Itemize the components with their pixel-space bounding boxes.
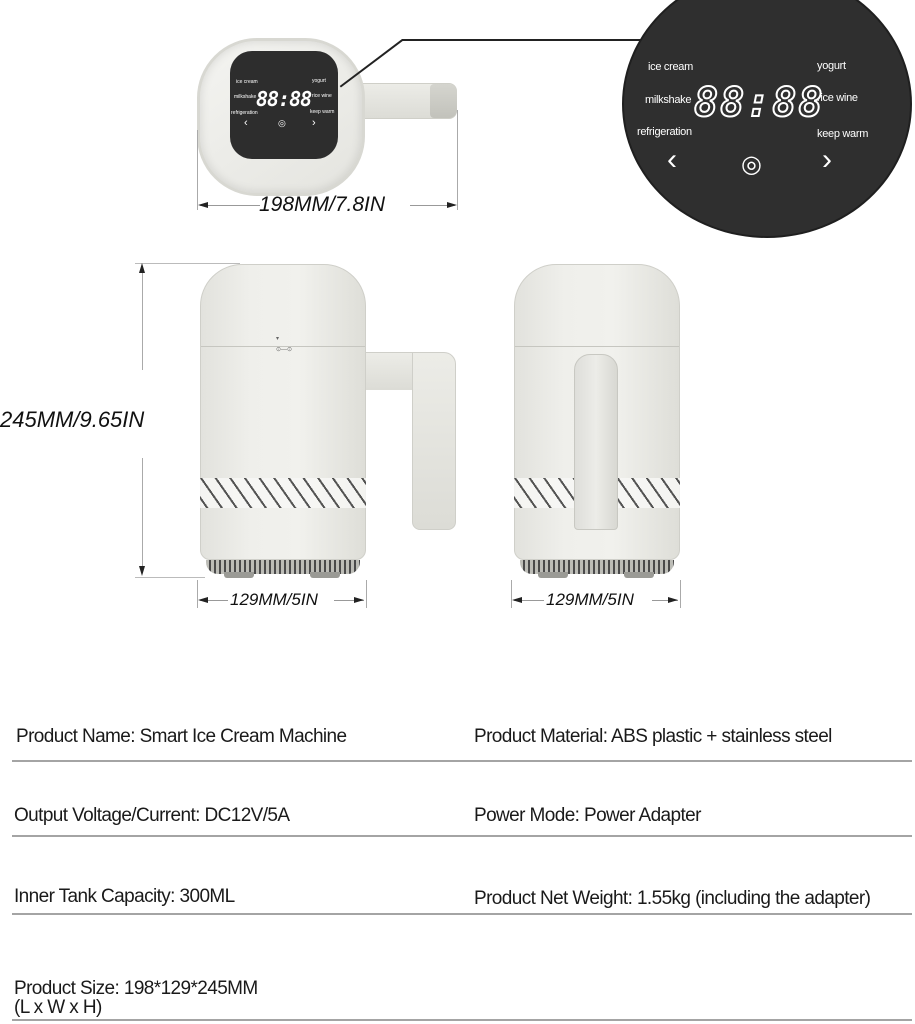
arrow-left-icon [512,597,522,603]
divider [12,760,912,762]
foot [310,572,340,578]
chevron-right-icon: › [312,117,316,129]
dimension-extension-line [366,580,367,608]
panel-label-keep-warm: keep warm [310,109,335,115]
zoom-label-milkshake: milkshake [645,94,692,106]
power-ring-icon: ◎ [278,118,286,128]
spec-product-size: Product Size: 198*129*245MM [14,978,258,999]
divider [12,1019,912,1021]
arrow-left-icon [198,597,208,603]
dimension-extension-line [197,130,198,210]
dimension-extension-line [135,263,240,264]
spec-output-voltage: Output Voltage/Current: DC12V/5A [14,805,290,826]
foot [224,572,254,578]
zoom-label-yogurt: yogurt [817,60,846,72]
dimension-line [142,458,143,570]
arrow-right-icon [354,597,364,603]
divider [12,835,912,837]
dimension-extension-line [135,577,205,578]
zoom-label-rice-wine: rice wine [817,92,858,104]
panel-digit-display: 88:88 [256,87,312,111]
top-view-handle-end [430,84,457,118]
arrow-right-icon [668,597,678,603]
foot [624,572,654,578]
panel-label-ice-cream: ice cream [236,79,258,85]
dimension-line [200,205,260,206]
arrow-up-icon [139,263,145,273]
dimension-extension-line [680,580,681,608]
top-view-control-panel [230,51,338,159]
panel-label-refrigeration: refrigeration [231,110,258,116]
divider [12,913,912,915]
chevron-left-icon: ‹ [667,143,677,176]
side-handle-grip [412,352,456,530]
side-width-dimension: 129MM/5IN [230,590,318,609]
leader-line-horizontal [402,39,667,41]
lock-indicator-icon: ▾ [276,336,280,342]
top-width-dimension: 198MM/7.8IN [259,193,386,216]
spec-power-mode: Power Mode: Power Adapter [474,805,701,826]
spec-product-name: Product Name: Smart Ice Cream Machine [16,726,347,747]
zoom-digit-display: 88:88 [694,80,825,126]
lock-slider-icon: ⊙—⊙ [276,347,293,353]
arrow-down-icon [139,566,145,576]
lid-seam [515,346,679,347]
power-ring-icon: ◎ [741,151,762,178]
zoom-label-refrigeration: refrigeration [637,126,692,138]
back-view-handle [574,354,618,530]
arrow-right-icon [447,202,457,208]
chevron-right-icon: › [822,143,832,176]
dimension-line [142,270,143,370]
panel-label-milkshake: milkshake [234,94,257,100]
zoom-label-keep-warm: keep warm [817,128,869,140]
vent-band [200,478,366,508]
dimension-extension-line [197,580,198,608]
spec-inner-tank-capacity: Inner Tank Capacity: 300ML [14,886,235,907]
side-view-body [200,264,366,560]
panel-label-rice-wine: rice wine [312,93,332,99]
arrow-left-icon [198,202,208,208]
foot [538,572,568,578]
spec-product-size-unit: (L x W x H) [14,997,102,1018]
panel-label-yogurt: yogurt [312,78,326,84]
height-dimension: 245MM/9.65IN [0,407,145,432]
back-width-dimension: 129MM/5IN [546,590,634,609]
dimension-extension-line [511,580,512,608]
chevron-left-icon: ‹ [244,117,248,129]
dimension-extension-line [457,110,458,210]
spec-net-weight: Product Net Weight: 1.55kg (including the adapter) [474,888,871,909]
spec-product-material: Product Material: ABS plastic + stainless steel [474,726,832,747]
zoom-label-ice-cream: ice cream [648,61,693,73]
